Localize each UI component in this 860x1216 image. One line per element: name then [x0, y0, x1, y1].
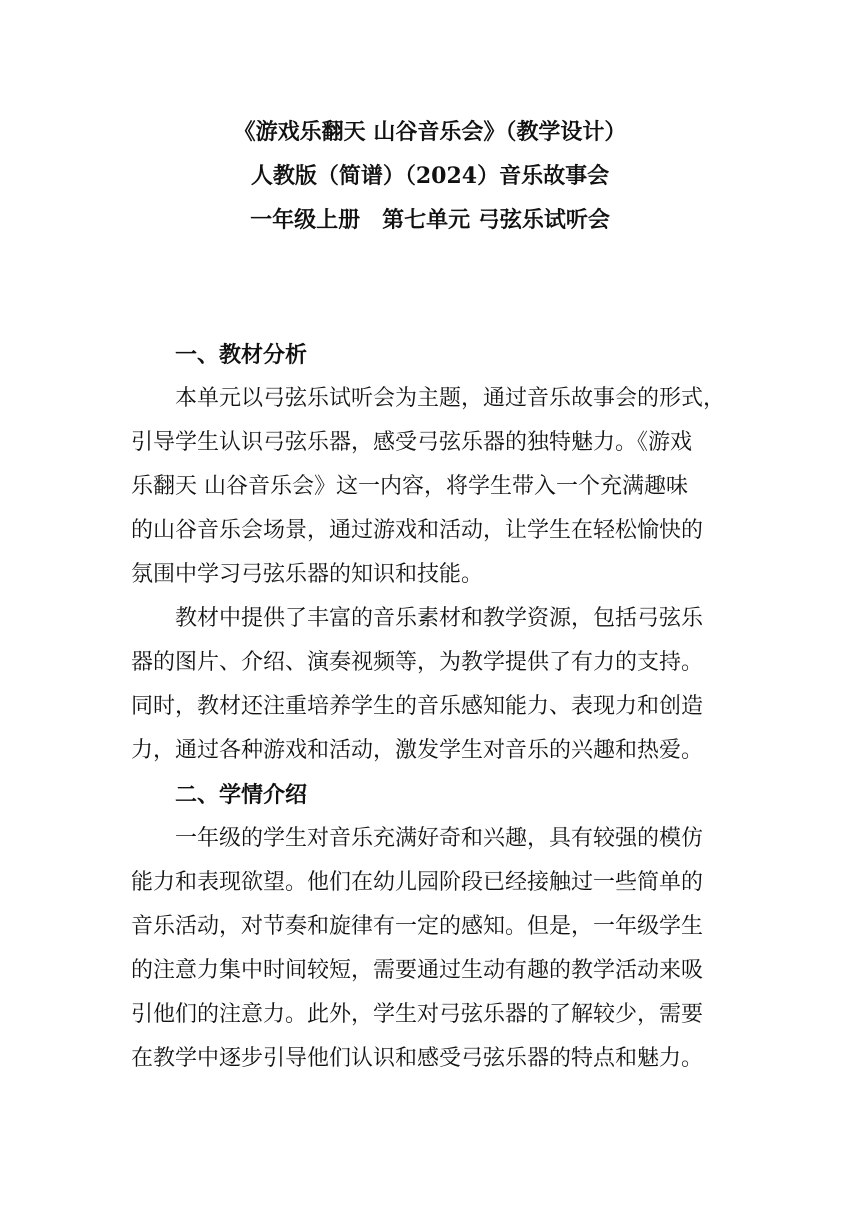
document-subtitle-edition: 人教版（简谱）（2024）音乐故事会: [250, 163, 610, 189]
paragraph-line: 的注意力集中时间较短，需要通过生动有趣的教学活动来吸: [131, 958, 704, 983]
paragraph: [131, 377, 731, 597]
title-block: [0, 110, 860, 242]
paragraph-line: 同时，教材还注重培养学生的音乐感知能力、表现力和创造: [131, 694, 704, 719]
document-subtitle-unit: 一年级上册 第七单元 弓弦乐试听会: [250, 207, 610, 233]
section-heading-textbook-analysis: 一、教材分析: [175, 342, 308, 368]
paragraph: [131, 817, 731, 1081]
paragraph: [131, 597, 731, 773]
paragraph-line: 教材中提供了丰富的音乐素材和教学资源，包括弓弦乐: [175, 606, 704, 631]
paragraph-line: 本单元以弓弦乐试听会为主题，通过音乐故事会的形式，: [175, 386, 726, 411]
section-heading-student-situation: 二、学情介绍: [175, 782, 308, 808]
document-body: [131, 333, 731, 1081]
paragraph-line: 音乐活动，对节奏和旋律有一定的感知。但是，一年级学生: [131, 914, 704, 939]
paragraph-line: 一年级的学生对音乐充满好奇和兴趣，具有较强的模仿: [175, 826, 704, 851]
document-title: 《游戏乐翻天 山谷音乐会》（教学设计）: [233, 119, 627, 145]
paragraph-line: 器的图片、介绍、演奏视频等，为教学提供了有力的支持。: [131, 650, 704, 675]
paragraph-line: 力，通过各种游戏和活动，激发学生对音乐的兴趣和热爱。: [131, 738, 704, 763]
paragraph-line: 引他们的注意力。此外，学生对弓弦乐器的了解较少，需要: [131, 1002, 704, 1027]
paragraph-line: 引导学生认识弓弦乐器，感受弓弦乐器的独特魅力。《游戏: [131, 430, 693, 455]
paragraph-line: 的山谷音乐会场景，通过游戏和活动，让学生在轻松愉快的: [131, 518, 704, 543]
paragraph-line: 氛围中学习弓弦乐器的知识和技能。: [131, 562, 484, 587]
paragraph-line: 在教学中逐步引导他们认识和感受弓弦乐器的特点和魅力。: [131, 1046, 704, 1071]
paragraph-line: 能力和表现欲望。他们在幼儿园阶段已经接触过一些简单的: [131, 870, 704, 895]
paragraph-line: 乐翻天 山谷音乐会》这一内容，将学生带入一个充满趣味: [131, 474, 688, 499]
